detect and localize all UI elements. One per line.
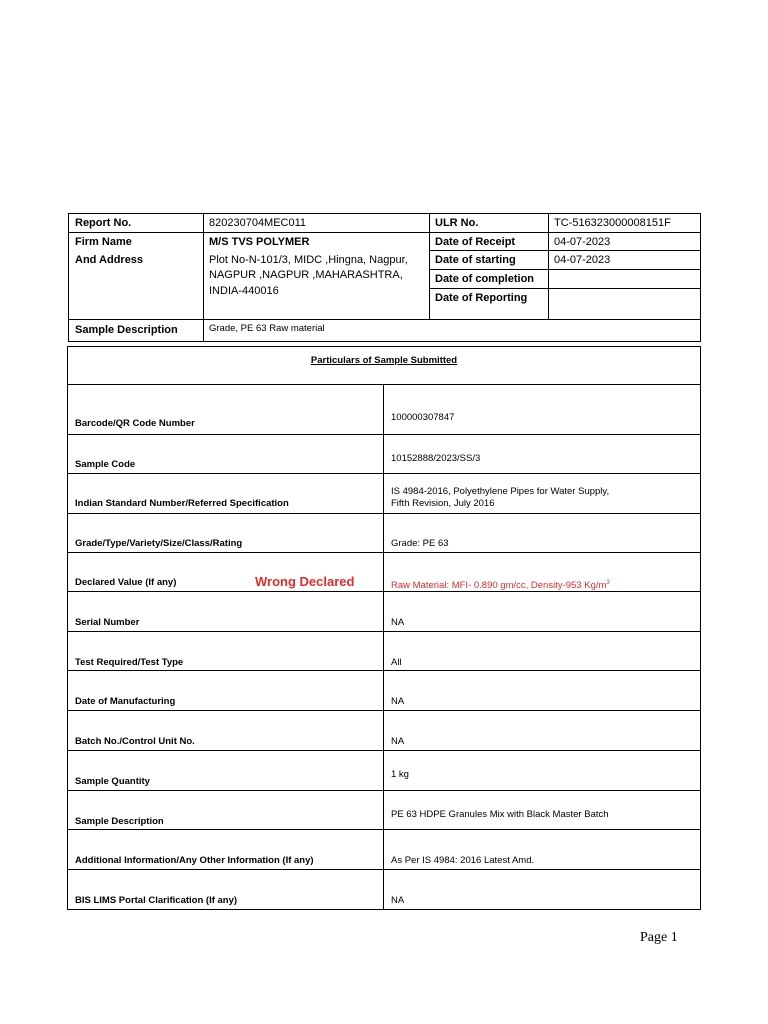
sample-description-value: Grade, PE 63 Raw material [209, 323, 325, 334]
particulars-title: Particulars of Sample Submitted [310, 355, 458, 366]
grade-type-value: Grade: PE 63 [391, 538, 449, 549]
bis-lims-value: NA [391, 895, 405, 906]
batch-no-value: NA [391, 736, 405, 747]
declared-value-value: Raw Material: MFI- 0.890 gm/cc, Density-953 $Kg/m^3$ [391, 580, 610, 592]
bis-lims-label: BIS LIMS Portal Clarification (If any) [75, 895, 238, 906]
batch-no-label: Batch No./Control Unit No. [75, 736, 195, 747]
receipt-date-value: 04-07-2023 [554, 236, 611, 248]
sample-quantity-value: 1 kg [391, 769, 409, 780]
additional-info-value: As Per IS 4984: 2016 Latest Amd. [391, 855, 535, 866]
report-no-label: Report No. [75, 217, 132, 229]
address-line-3: INDIA-440016 [209, 285, 279, 297]
ulr-no-label: ULR No. [435, 217, 479, 229]
sample-quantity-label: Sample Quantity [75, 776, 150, 787]
starting-date-label: Date of starting [435, 254, 516, 266]
address-line-2: NAGPUR ,NAGPUR ,MAHARASHTRA, [209, 269, 403, 281]
sample-description-row-label: Sample Description [75, 816, 164, 827]
report-no-value: 820230704MEC011 [209, 217, 307, 229]
address-label: And Address [75, 254, 144, 266]
test-required-value: All [391, 657, 402, 668]
completion-date-label: Date of completion [435, 273, 535, 285]
particulars-table [67, 346, 701, 910]
manufacturing-date-label: Date of Manufacturing [75, 696, 176, 707]
wrong-declared-annotation: Wrong Declared [255, 574, 355, 589]
page-number: Page 1 [640, 930, 678, 945]
superscript-3: 3 [606, 580, 610, 586]
reporting-date-label: Date of Reporting [435, 292, 528, 304]
grade-type-label: Grade/Type/Variety/Size/Class/Rating [75, 538, 243, 549]
barcode-value: 100000307847 [391, 412, 455, 423]
sample-description-row-value: PE 63 HDPE Granules Mix with Black Master Batch [391, 809, 609, 820]
address-line-1: Plot No-N-101/3, MIDC ,Hingna, Nagpur, [209, 254, 408, 266]
standard-number-label: Indian Standard Number/Referred Specification [75, 498, 289, 509]
manufacturing-date-value: NA [391, 696, 405, 707]
additional-info-label: Additional Information/Any Other Information (If any) [75, 855, 314, 866]
starting-date-value: 04-07-2023 [554, 254, 611, 266]
standard-number-value: IS 4984-2016, Polyethylene Pipes for Water Supply, [391, 486, 610, 497]
barcode-label: Barcode/QR Code Number [75, 418, 195, 429]
sample-code-value: 10152888/2023/SS/3 [391, 453, 481, 464]
sample-description-label: Sample Description [75, 324, 178, 336]
firm-name-label: Firm Name [75, 236, 132, 248]
ulr-no-value: TC-516323000008151F [554, 217, 671, 229]
standard-number-value-line-2: Fifth Revision, July 2016 [391, 498, 495, 509]
firm-name-value: M/S TVS POLYMER [209, 236, 310, 248]
sample-code-label: Sample Code [75, 459, 136, 470]
serial-number-value: NA [391, 617, 405, 628]
serial-number-label: Serial Number [75, 617, 140, 628]
test-required-label: Test Required/Test Type [75, 657, 184, 668]
report-header-table [68, 213, 701, 342]
receipt-date-label: Date of Receipt [435, 236, 516, 248]
declared-value-label: Declared Value (If any) [75, 577, 177, 588]
